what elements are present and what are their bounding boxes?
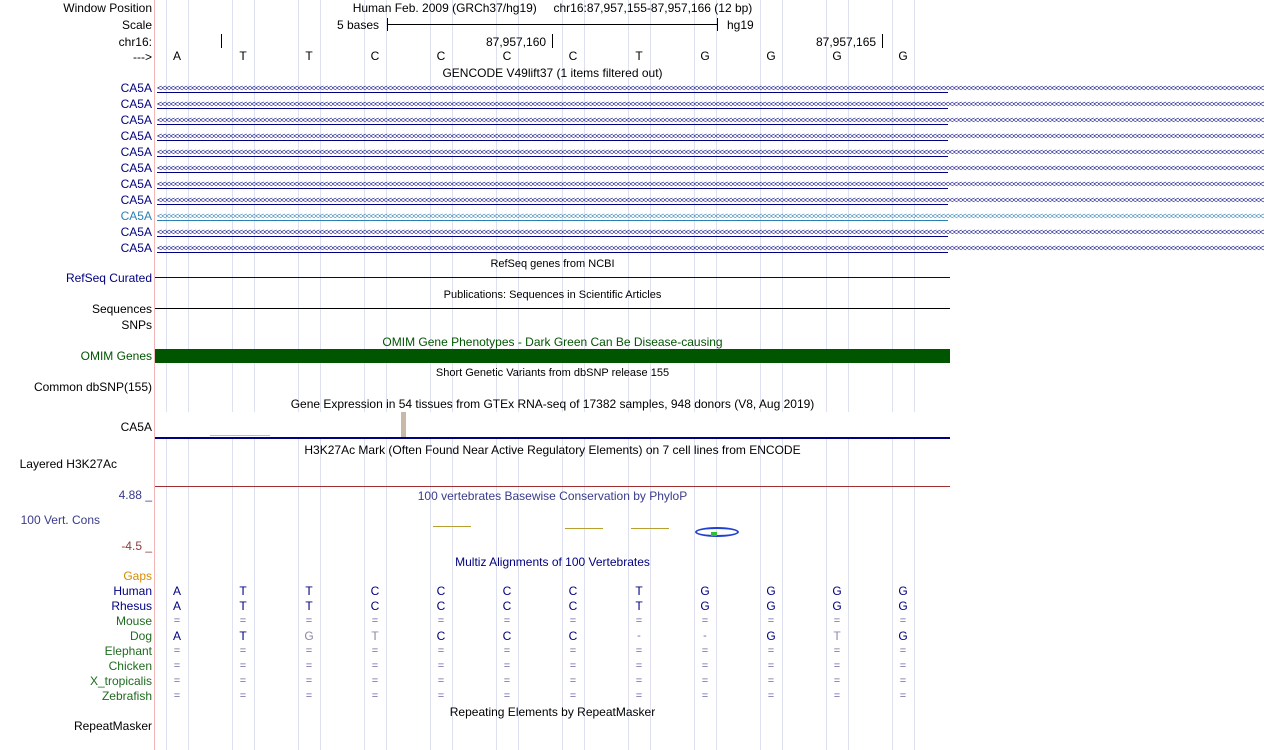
alignment-base: C	[370, 584, 380, 598]
position-range-text: chr16:87,957,155-87,957,166 (12 bp)	[553, 1, 753, 15]
base-letter: C	[502, 49, 512, 63]
alignment-base: A	[172, 584, 181, 598]
alignment-base: G	[766, 629, 776, 643]
alignment-base: =	[239, 645, 247, 657]
alignment-base: =	[767, 690, 775, 702]
alignment-base: =	[833, 645, 841, 657]
refseq-curated-label[interactable]: RefSeq Curated	[65, 271, 152, 285]
position-header	[155, 1, 950, 15]
alignment-base: -	[703, 630, 707, 642]
alignment-base: T	[305, 599, 313, 613]
alignment-base: G	[898, 599, 908, 613]
gencode-transcript-label[interactable]: CA5A	[120, 225, 152, 239]
alignment-base: A	[172, 629, 181, 643]
alignment-base: T	[371, 629, 379, 643]
track-labels-panel	[0, 0, 154, 750]
gencode-transcript-label[interactable]: CA5A	[120, 129, 152, 143]
base-letter: C	[370, 49, 380, 63]
alignment-base: =	[437, 615, 445, 627]
species-label[interactable]: Chicken	[108, 659, 152, 673]
gencode-transcript-label[interactable]: CA5A	[120, 193, 152, 207]
refseq-track-line[interactable]	[155, 277, 950, 278]
alignment-base: =	[701, 675, 709, 687]
gencode-transcript-label[interactable]: CA5A	[120, 209, 152, 223]
alignment-base: =	[833, 660, 841, 672]
sequences-track-line[interactable]	[155, 308, 950, 309]
base-letter: G	[766, 49, 776, 63]
alignment-base: =	[767, 675, 775, 687]
publications-track-title[interactable]: Publications: Sequences in Scientific Articles	[443, 289, 662, 301]
alignment-base: C	[568, 629, 578, 643]
gencode-track-title[interactable]: GENCODE V49lift37 (1 items filtered out)	[442, 66, 663, 80]
omim-genes-label[interactable]: OMIM Genes	[80, 349, 152, 363]
base-letter: T	[305, 49, 313, 63]
alignment-base: =	[701, 615, 709, 627]
alignment-base: C	[502, 629, 512, 643]
coord-tick	[552, 34, 553, 48]
phylop-trace	[631, 528, 669, 529]
phylop-trace	[565, 528, 603, 529]
alignment-base: =	[503, 690, 511, 702]
gencode-transcript[interactable]: <<<<<<<<<<<<<<<<<<<<<<<<<<<<<<<<<<<<<<<<<<<<<<<<<<<<<<<<<<<<<<<<<<<<<<<<<<<<<<<<<<<<<<<<<<<<<<<<<<<<<<<<<<<<<<<<<<<<<<<<<<<<<<<<<<<<<<<<<<<<<<<<<<<<<<<<<<<<<<<<<<<<<<<<<<<<<<<<<<<<<<<<<<<<<<<<<<<<<<<<<<<<<<<<<<<<<<<<<<<<<<<<<<<<<<<<<<<<<<<<<<<<<<<<<<<<<<<<<<<<	[157, 163, 1264, 173]
alignment-base: =	[635, 645, 643, 657]
alignment-base: =	[635, 615, 643, 627]
alignment-base: =	[503, 660, 511, 672]
alignment-base: G	[766, 599, 776, 613]
alignment-base: =	[437, 675, 445, 687]
gencode-transcript[interactable]: <<<<<<<<<<<<<<<<<<<<<<<<<<<<<<<<<<<<<<<<<<<<<<<<<<<<<<<<<<<<<<<<<<<<<<<<<<<<<<<<<<<<<<<<<<<<<<<<<<<<<<<<<<<<<<<<<<<<<<<<<<<<<<<<<<<<<<<<<<<<<<<<<<<<<<<<<<<<<<<<<<<<<<<<<<<<<<<<<<<<<<<<<<<<<<<<<<<<<<<<<<<<<<<<<<<<<<<<<<<<<<<<<<<<<<<<<<<<<<<<<<<<<<<<<<<<<<<<<<<<	[157, 131, 1264, 141]
scale-bar	[387, 24, 717, 25]
coord-label-1: 87,957,160	[486, 35, 547, 49]
alignment-base: =	[173, 615, 181, 627]
scale-bar-left-tick	[387, 18, 388, 31]
alignment-base: C	[436, 599, 446, 613]
alignment-base: =	[305, 615, 313, 627]
alignment-base: =	[833, 615, 841, 627]
base-letter: A	[172, 49, 181, 63]
gencode-transcript[interactable]: <<<<<<<<<<<<<<<<<<<<<<<<<<<<<<<<<<<<<<<<<<<<<<<<<<<<<<<<<<<<<<<<<<<<<<<<<<<<<<<<<<<<<<<<<<<<<<<<<<<<<<<<<<<<<<<<<<<<<<<<<<<<<<<<<<<<<<<<<<<<<<<<<<<<<<<<<<<<<<<<<<<<<<<<<<<<<<<<<<<<<<<<<<<<<<<<<<<<<<<<<<<<<<<<<<<<<<<<<<<<<<<<<<<<<<<<<<<<<<<<<<<<<<<<<<<<<<<<<<<<	[157, 227, 1264, 237]
phylop-track-title[interactable]: 100 vertebrates Basewise Conservation by PhyloP	[417, 489, 688, 503]
alignment-base: =	[767, 645, 775, 657]
repeatmasker-track-title[interactable]: Repeating Elements by RepeatMasker	[449, 705, 656, 719]
alignment-base: =	[371, 645, 379, 657]
phylop-trace	[433, 526, 471, 527]
alignment-base: =	[569, 615, 577, 627]
alignment-base: T	[305, 584, 313, 598]
alignment-base: =	[305, 690, 313, 702]
gencode-transcript[interactable]: <<<<<<<<<<<<<<<<<<<<<<<<<<<<<<<<<<<<<<<<<<<<<<<<<<<<<<<<<<<<<<<<<<<<<<<<<<<<<<<<<<<<<<<<<<<<<<<<<<<<<<<<<<<<<<<<<<<<<<<<<<<<<<<<<<<<<<<<<<<<<<<<<<<<<<<<<<<<<<<<<<<<<<<<<<<<<<<<<<<<<<<<<<<<<<<<<<<<<<<<<<<<<<<<<<<<<<<<<<<<<<<<<<<<<<<<<<<<<<<<<<<<<<<<<<<<<<<<<<<<	[157, 99, 1264, 109]
phylop-glyph	[695, 527, 739, 537]
gencode-transcript[interactable]: <<<<<<<<<<<<<<<<<<<<<<<<<<<<<<<<<<<<<<<<<<<<<<<<<<<<<<<<<<<<<<<<<<<<<<<<<<<<<<<<<<<<<<<<<<<<<<<<<<<<<<<<<<<<<<<<<<<<<<<<<<<<<<<<<<<<<<<<<<<<<<<<<<<<<<<<<<<<<<<<<<<<<<<<<<<<<<<<<<<<<<<<<<<<<<<<<<<<<<<<<<<<<<<<<<<<<<<<<<<<<<<<<<<<<<<<<<<<<<<<<<<<<<<<<<<<<<<<<<<<	[157, 115, 1264, 125]
species-label[interactable]: Human	[113, 584, 152, 598]
alignment-base: G	[700, 584, 710, 598]
phylop-max-label: 4.88 _	[118, 488, 152, 502]
alignment-base: =	[833, 675, 841, 687]
alignment-base: =	[701, 645, 709, 657]
base-letter: T	[239, 49, 247, 63]
alignment-base: =	[569, 660, 577, 672]
base-sequence-row	[155, 49, 950, 63]
alignment-base: G	[304, 629, 314, 643]
gencode-transcript-label[interactable]: CA5A	[120, 241, 152, 255]
alignment-base: =	[833, 690, 841, 702]
gtex-baseline	[155, 437, 950, 439]
alignment-base: C	[568, 584, 578, 598]
strand-toggle[interactable]: --->	[133, 50, 152, 64]
alignment-base: =	[305, 645, 313, 657]
base-letter: G	[700, 49, 710, 63]
gencode-transcript[interactable]: <<<<<<<<<<<<<<<<<<<<<<<<<<<<<<<<<<<<<<<<<<<<<<<<<<<<<<<<<<<<<<<<<<<<<<<<<<<<<<<<<<<<<<<<<<<<<<<<<<<<<<<<<<<<<<<<<<<<<<<<<<<<<<<<<<<<<<<<<<<<<<<<<<<<<<<<<<<<<<<<<<<<<<<<<<<<<<<<<<<<<<<<<<<<<<<<<<<<<<<<<<<<<<<<<<<<<<<<<<<<<<<<<<<<<<<<<<<<<<<<<<<<<<<<<<<<<<<<<<<<	[157, 179, 1264, 189]
gtex-expression-trace	[210, 435, 270, 436]
alignment-base: C	[436, 629, 446, 643]
gtex-expression-bar[interactable]	[401, 412, 406, 437]
gtex-gene-label[interactable]: CA5A	[120, 420, 152, 434]
alignment-base: =	[569, 645, 577, 657]
alignment-base: T	[239, 584, 247, 598]
coord-tick	[882, 34, 883, 48]
alignment-base: =	[635, 690, 643, 702]
base-letter: G	[898, 49, 908, 63]
species-label[interactable]: Mouse	[115, 614, 152, 628]
gencode-transcript[interactable]: <<<<<<<<<<<<<<<<<<<<<<<<<<<<<<<<<<<<<<<<<<<<<<<<<<<<<<<<<<<<<<<<<<<<<<<<<<<<<<<<<<<<<<<<<<<<<<<<<<<<<<<<<<<<<<<<<<<<<<<<<<<<<<<<<<<<<<<<<<<<<<<<<<<<<<<<<<<<<<<<<<<<<<<<<<<<<<<<<<<<<<<<<<<<<<<<<<<<<<<<<<<<<<<<<<<<<<<<<<<<<<<<<<<<<<<<<<<<<<<<<<<<<<<<<<<<<<<<<<<<	[157, 147, 1264, 157]
alignment-base: =	[635, 660, 643, 672]
gencode-transcript[interactable]: <<<<<<<<<<<<<<<<<<<<<<<<<<<<<<<<<<<<<<<<<<<<<<<<<<<<<<<<<<<<<<<<<<<<<<<<<<<<<<<<<<<<<<<<<<<<<<<<<<<<<<<<<<<<<<<<<<<<<<<<<<<<<<<<<<<<<<<<<<<<<<<<<<<<<<<<<<<<<<<<<<<<<<<<<<<<<<<<<<<<<<<<<<<<<<<<<<<<<<<<<<<<<<<<<<<<<<<<<<<<<<<<<<<<<<<<<<<<<<<<<<<<<<<<<<<<<<<<<<<<	[157, 83, 1264, 93]
species-label[interactable]: X_tropicalis	[89, 674, 152, 688]
alignment-base: =	[899, 660, 907, 672]
alignment-base: =	[899, 645, 907, 657]
alignment-base: C	[436, 584, 446, 598]
alignment-base: =	[767, 660, 775, 672]
alignment-base: =	[437, 660, 445, 672]
alignment-base: =	[239, 615, 247, 627]
alignment-base: T	[635, 584, 643, 598]
alignment-base: =	[371, 660, 379, 672]
scale-label[interactable]: Scale	[121, 18, 152, 32]
alignment-base: G	[898, 584, 908, 598]
alignment-base: =	[173, 675, 181, 687]
omim-gene-bar[interactable]	[155, 349, 950, 363]
phylop-min-label: -4.5 _	[121, 539, 152, 553]
alignment-base: T	[239, 599, 247, 613]
alignment-base: =	[173, 660, 181, 672]
refseq-track-title[interactable]: RefSeq genes from NCBI	[490, 258, 615, 270]
alignment-base: =	[305, 660, 313, 672]
species-label[interactable]: Rhesus	[111, 599, 152, 613]
alignment-base: G	[766, 584, 776, 598]
h3k27ac-track-title[interactable]: H3K27Ac Mark (Often Found Near Active Regulatory Elements) on 7 cell lines from ENCODE	[304, 443, 801, 457]
alignment-base: =	[239, 690, 247, 702]
gencode-transcript-label[interactable]: CA5A	[120, 177, 152, 191]
alignment-base: =	[701, 660, 709, 672]
alignment-base: =	[437, 645, 445, 657]
alignment-base: C	[568, 599, 578, 613]
alignment-base: =	[239, 675, 247, 687]
repeatmasker-label[interactable]: RepeatMasker	[73, 719, 152, 733]
alignment-base: =	[701, 690, 709, 702]
coord-tick	[221, 34, 222, 48]
snps-label[interactable]: SNPs	[121, 318, 152, 332]
alignment-base: =	[371, 615, 379, 627]
alignment-base: T	[635, 599, 643, 613]
base-letter: C	[436, 49, 446, 63]
alignment-base: =	[899, 615, 907, 627]
assembly-text: Human Feb. 2009 (GRCh37/hg19)	[352, 1, 537, 15]
alignment-base: G	[832, 599, 842, 613]
scale-bar-right-tick	[717, 18, 718, 31]
gencode-transcript-label[interactable]: CA5A	[120, 145, 152, 159]
gencode-transcript-label[interactable]: CA5A	[120, 81, 152, 95]
dbsnp-track-title[interactable]: Short Genetic Variants from dbSNP release 155	[435, 367, 670, 379]
alignment-base: =	[173, 645, 181, 657]
gencode-transcript-label[interactable]: CA5A	[120, 161, 152, 175]
species-label[interactable]: Dog	[129, 629, 152, 643]
alignment-base: -	[637, 630, 641, 642]
coord-label-2: 87,957,165	[816, 35, 877, 49]
window-position-label[interactable]: Window Position	[63, 1, 152, 15]
scale-db-text: hg19	[727, 18, 754, 32]
alignment-base: =	[305, 675, 313, 687]
alignment-base: G	[700, 599, 710, 613]
gtex-track-area[interactable]	[155, 412, 950, 438]
alignment-base: =	[503, 645, 511, 657]
phylop-glyph-dot	[711, 532, 717, 536]
alignment-base: T	[239, 629, 247, 643]
alignment-base: =	[569, 690, 577, 702]
alignment-base: =	[569, 675, 577, 687]
chrom-label[interactable]: chr16:	[118, 35, 152, 49]
alignment-base: =	[503, 675, 511, 687]
h3k27ac-baseline	[155, 486, 950, 487]
gaps-label[interactable]: Gaps	[123, 569, 152, 583]
alignment-base: =	[371, 690, 379, 702]
base-letter: C	[568, 49, 578, 63]
alignment-base: T	[833, 629, 841, 643]
base-letter: G	[832, 49, 842, 63]
species-label[interactable]: Elephant	[104, 644, 152, 658]
alignment-base: =	[635, 675, 643, 687]
alignment-base: =	[371, 675, 379, 687]
alignment-base: =	[503, 615, 511, 627]
alignment-base: =	[767, 615, 775, 627]
alignment-base: C	[370, 599, 380, 613]
alignment-base: =	[899, 675, 907, 687]
alignment-base: A	[172, 599, 181, 613]
multiz-track-title[interactable]: Multiz Alignments of 100 Vertebrates	[455, 555, 650, 569]
omim-track-title[interactable]: OMIM Gene Phenotypes - Dark Green Can Be Disease-causing	[382, 335, 723, 349]
alignment-base: G	[898, 629, 908, 643]
alignment-base: C	[502, 599, 512, 613]
conservation-label[interactable]: 100 Vert. Cons	[20, 513, 100, 527]
alignment-base: =	[239, 660, 247, 672]
species-label[interactable]: Zebrafish	[101, 689, 152, 703]
browser-image-panel[interactable]	[155, 0, 1264, 750]
gencode-transcript[interactable]: <<<<<<<<<<<<<<<<<<<<<<<<<<<<<<<<<<<<<<<<<<<<<<<<<<<<<<<<<<<<<<<<<<<<<<<<<<<<<<<<<<<<<<<<<<<<<<<<<<<<<<<<<<<<<<<<<<<<<<<<<<<<<<<<<<<<<<<<<<<<<<<<<<<<<<<<<<<<<<<<<<<<<<<<<<<<<<<<<<<<<<<<<<<<<<<<<<<<<<<<<<<<<<<<<<<<<<<<<<<<<<<<<<<<<<<<<<<<<<<<<<<<<<<<<<<<<<<<<<<<	[157, 211, 1264, 221]
gencode-transcript[interactable]: <<<<<<<<<<<<<<<<<<<<<<<<<<<<<<<<<<<<<<<<<<<<<<<<<<<<<<<<<<<<<<<<<<<<<<<<<<<<<<<<<<<<<<<<<<<<<<<<<<<<<<<<<<<<<<<<<<<<<<<<<<<<<<<<<<<<<<<<<<<<<<<<<<<<<<<<<<<<<<<<<<<<<<<<<<<<<<<<<<<<<<<<<<<<<<<<<<<<<<<<<<<<<<<<<<<<<<<<<<<<<<<<<<<<<<<<<<<<<<<<<<<<<<<<<<<<<<<<<<<<	[157, 195, 1264, 205]
alignment-base: C	[502, 584, 512, 598]
base-letter: T	[635, 49, 643, 63]
common-dbsnp-label[interactable]: Common dbSNP(155)	[33, 380, 152, 394]
gencode-transcript[interactable]: <<<<<<<<<<<<<<<<<<<<<<<<<<<<<<<<<<<<<<<<<<<<<<<<<<<<<<<<<<<<<<<<<<<<<<<<<<<<<<<<<<<<<<<<<<<<<<<<<<<<<<<<<<<<<<<<<<<<<<<<<<<<<<<<<<<<<<<<<<<<<<<<<<<<<<<<<<<<<<<<<<<<<<<<<<<<<<<<<<<<<<<<<<<<<<<<<<<<<<<<<<<<<<<<<<<<<<<<<<<<<<<<<<<<<<<<<<<<<<<<<<<<<<<<<<<<<<<<<<<<	[157, 243, 1264, 253]
sequences-label[interactable]: Sequences	[91, 302, 152, 316]
alignment-base: =	[899, 690, 907, 702]
gencode-transcript-label[interactable]: CA5A	[120, 97, 152, 111]
gencode-transcript-label[interactable]: CA5A	[120, 113, 152, 127]
alignment-base: =	[437, 690, 445, 702]
gtex-track-title[interactable]: Gene Expression in 54 tissues from GTEx RNA-seq of 17382 samples, 948 donors (V8, Aug 2019)	[290, 397, 815, 411]
alignment-base: =	[173, 690, 181, 702]
alignment-base: G	[832, 584, 842, 598]
scale-bar-text: 5 bases	[337, 18, 380, 32]
h3k27ac-label[interactable]: Layered H3K27Ac	[19, 457, 117, 471]
